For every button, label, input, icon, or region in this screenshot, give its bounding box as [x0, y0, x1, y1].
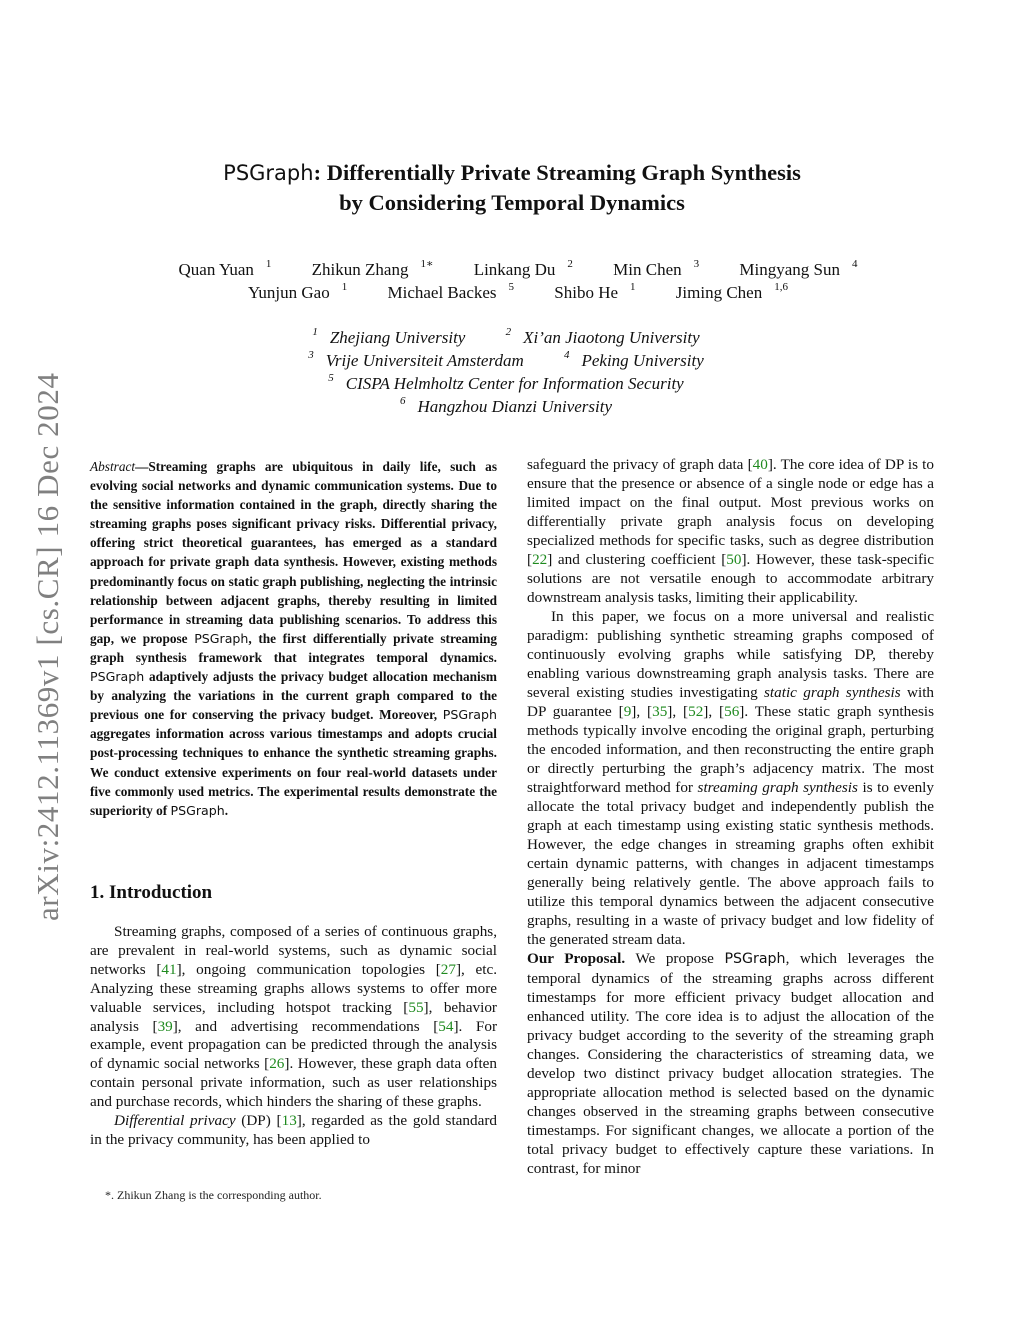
author-row-2 [150, 281, 874, 304]
citation-link[interactable]: 52 [688, 703, 704, 720]
author: Jiming Chen $^{1,6}$ [675, 281, 788, 302]
abstract-label: Abstract [90, 459, 136, 474]
system-name: PSGraph [724, 951, 786, 967]
affiliation-row [150, 326, 874, 349]
arxiv-stamp: arXiv:2412.11369v1 [cs.CR] 16 Dec 2024 [30, 372, 65, 922]
author: Zhikun Zhang $^{1∗}$ [311, 258, 434, 279]
citation-link[interactable]: 54 [438, 1017, 454, 1035]
author: Mingyang Sun $^4$ [739, 258, 858, 279]
citation-link[interactable]: 40 [752, 456, 768, 473]
paragraph: In this paper, we focus on a more universal and realistic paradigm: publishing synthetic streaming graphs composed of continuously evolving graphs while satisfying DP, thereby enabling various downstreaming graph analysis tasks. There are several existing studies investigating static graph synthesis with DP guarantee [9], [35], [52], [56]. These static graph synthesis methods typically involve encoding the original graph, perturbing the encoded information, and then reconstructing the entire graph or directly perturbing the graph’s adjacency matrix. The most straightforward method for streaming graph synthesis is to evenly allocate the total privacy budget and independently publish the graph at each timestamp using existing static synthesis methods. However, the edge changes in streaming graphs often exhibit certain dynamic patterns, with changes in adjacent timestamps generally being relatively gentle. The above approach fails to utilize this temporal dynamics between the adjacent consecutive graphs, resulting in a waste of privacy budget and low fidelity of the generated stream data. [527, 608, 935, 948]
citation-link[interactable]: 39 [157, 1017, 173, 1035]
affiliation: $^2$ Xi’an Jiaotong University [505, 326, 700, 347]
citation-link[interactable]: 41 [161, 960, 177, 978]
affiliation: $^5$ CISPA Helmholtz Center for Information Security [328, 372, 684, 393]
author-list [150, 258, 874, 304]
affiliation: $^3$ Vrije Universiteit Amsterdam [308, 349, 524, 370]
paragraph: safeguard the privacy of graph data [40]. The core idea of DP is to ensure that the presence or absence of a single node or edge has a limited impact on the final output. Most previous works on differentially private graph analysis focus on developing specialized methods for specific tasks, such as degree distribution [22] and clustering coefficient [50]. However, these task-specific solutions are not versatile enough to accommodate arbitrary downstream analysis tasks, limiting their applicability. [527, 456, 934, 606]
system-name: PSGraph [442, 707, 497, 723]
citation-link[interactable]: 55 [408, 998, 424, 1016]
citation-link[interactable]: 50 [726, 551, 742, 568]
author: Michael Backes $^5$ [387, 281, 515, 302]
system-name: PSGraph [90, 669, 145, 685]
citation-link[interactable]: 22 [532, 551, 548, 568]
citation-link[interactable]: 27 [440, 960, 456, 978]
affiliation-row [150, 395, 874, 418]
footnote: *. Zhikun Zhang is the corresponding author. [105, 1188, 322, 1202]
affiliation: $^6$ Hangzhou Dianzi University [399, 395, 613, 416]
author: Linkang Du $^2$ [473, 258, 573, 279]
citation-link[interactable]: 26 [269, 1055, 285, 1073]
affiliation: $^1$ Zhejiang University [312, 326, 466, 347]
system-name: PSGraph [194, 630, 249, 646]
author: Shibo He $^1$ [554, 281, 636, 302]
paragraph: Our Proposal. We propose PSGraph, which leverages the temporal dynamics of the streaming graphs across different timestamps for more efficient privacy budget allocation and enhanced utility. The core idea is to adjust the allocation of the privacy budget according to the severity of the streaming graph changes. Considering the characteristics of streaming data, we develop two distinct privacy budget allocation strategies. The appropriate allocation method is selected based on the dynamic changes observed in the streaming graphs between consecutive timestamps. For significant changes, we allocate a portion of the total privacy budget to effectively capture these variations. In contrast, for minor [527, 950, 934, 1177]
affiliation-row [150, 349, 874, 372]
author: Yunjun Gao $^1$ [248, 281, 348, 302]
right-column-body [527, 455, 934, 1178]
citation-link[interactable]: 56 [724, 703, 740, 720]
section-heading-introduction: 1. Introduction [90, 882, 213, 903]
affiliation-list [150, 326, 874, 418]
citation-link[interactable]: 9 [623, 703, 632, 720]
paper-title [150, 158, 874, 217]
author-row-1 [150, 258, 874, 281]
system-name: PSGraph [170, 802, 225, 818]
citation-link[interactable]: 13 [281, 1112, 297, 1130]
system-name: PSGraph [223, 161, 314, 185]
paragraph: Streaming graphs, composed of a series of continuous graphs, are prevalent in real-world systems, such as dynamic social networks [41], ongoing communication topologies [27], etc. Analyzing these streaming graphs allows systems to offer more valuable services, including hotspot tracking [55], behavior analysis [39], and advertising recommendations [54]. For example, event propagation can be predicted through the analysis of dynamic social networks [26]. However, these graph data often contain personal private information, such as user relationships and purchase records, which hinders the sharing of these graphs. [90, 923, 497, 1111]
title-line2: by Considering Temporal Dynamics [339, 190, 685, 215]
author: Quan Yuan $^1$ [178, 258, 272, 279]
title-line1: : Differentially Private Streaming Graph Synthesis [313, 160, 801, 185]
affiliation-row [150, 372, 874, 395]
introduction-body [90, 923, 497, 1150]
citation-link[interactable]: 35 [652, 703, 668, 720]
paragraph-label: Our Proposal. [527, 950, 626, 967]
affiliation: $^4$ Peking University [563, 349, 704, 370]
author: Min Chen $^3$ [613, 258, 700, 279]
paragraph: Differential privacy (DP) [13], regarded as the gold standard in the privacy community, has been applied to [90, 1112, 497, 1148]
abstract: Abstract—Streaming graphs are ubiquitous in daily life, such as evolving social networks and dynamic communication systems. Due to the sensitive information contained in the graph, directly sharing the streaming graphs poses significant privacy risks. Differential privacy, offering strict theoretical guarantees, has emerged as a standard approach for private graph data synthesis. However, existing methods predominantly focus on static graph publishing, neglecting the intrinsic relationship between adjacent graphs, thereby resulting in limited performance in streaming data publishing scenarios. To address this gap, we propose PSGraph, the first differentially private streaming graph synthesis framework that integrates temporal dynamics. PSGraph adaptively adjusts the privacy budget allocation mechanism by analyzing the variations in the current graph compared to the previous one for conserving the privacy budget. Moreover, PSGraph aggregates information across various timestamps and adopts crucial post-processing techniques to enhance the synthetic streaming graphs. We conduct extensive experiments on four real-world datasets under five commonly used metrics. The experimental results demonstrate the superiority of PSGraph. [90, 459, 497, 818]
